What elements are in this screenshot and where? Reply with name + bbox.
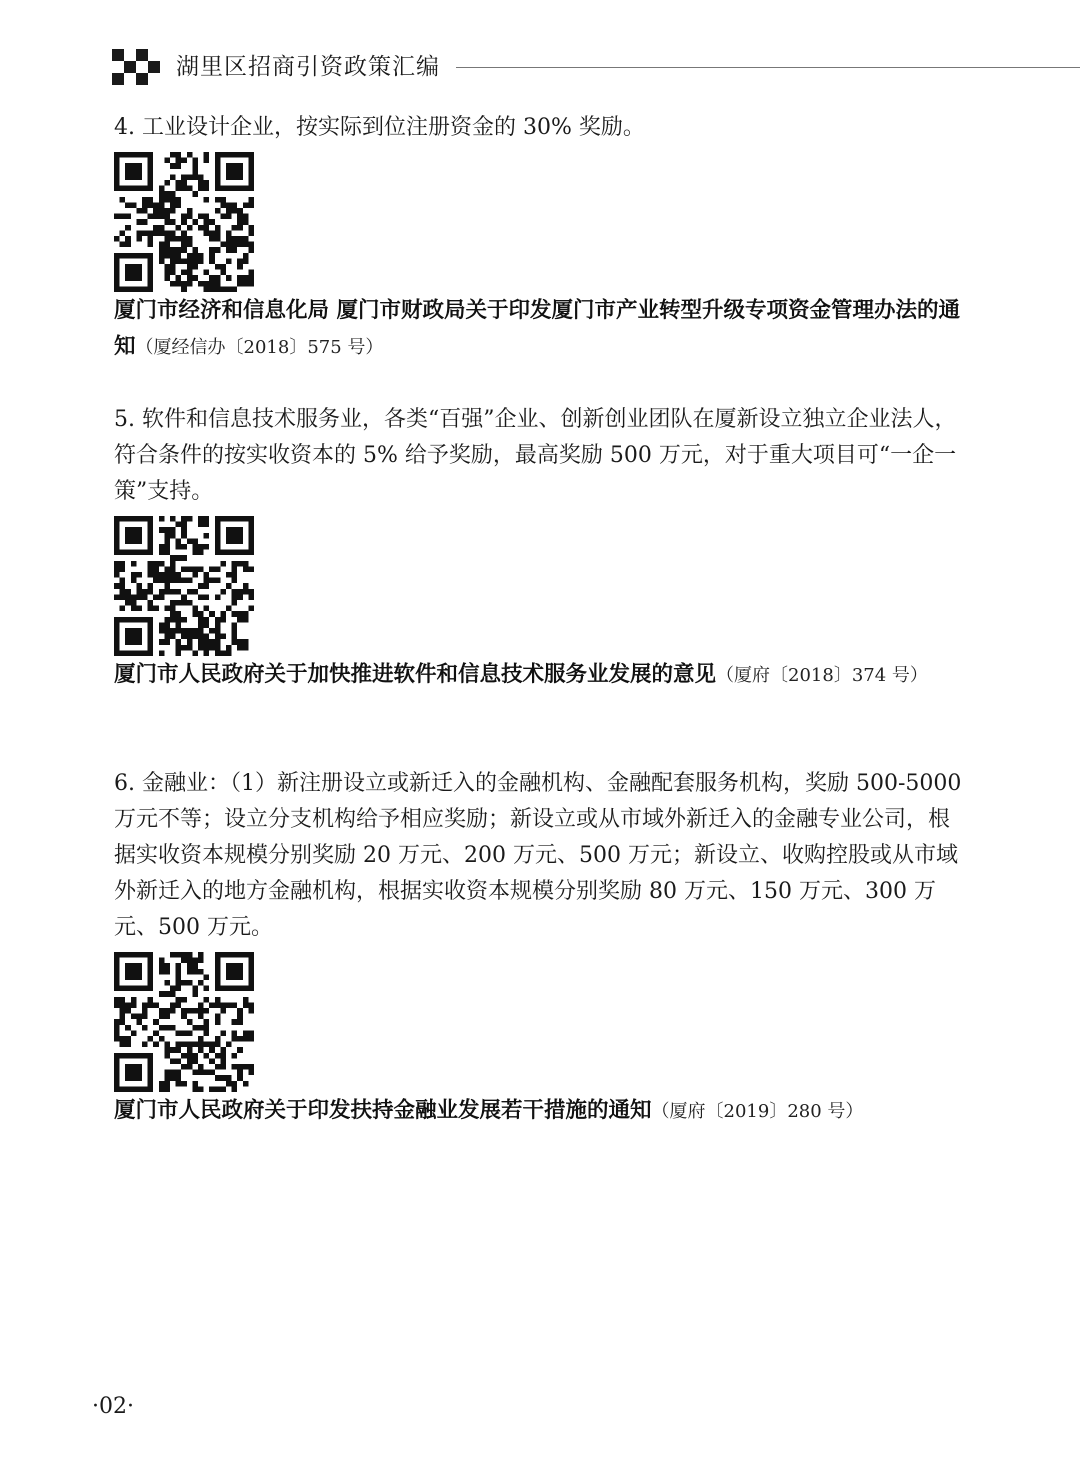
qr-code-icon[interactable] (114, 952, 254, 1092)
document-title: 湖里区招商引资政策汇编 (176, 54, 440, 80)
reference-document-number: （厦府〔2018〕374 号） (716, 665, 928, 686)
policy-reference-2[interactable]: 厦门市人民政府关于加快推进软件和信息技术服务业发展的意见（厦府〔2018〕374 号） (114, 662, 928, 687)
policy-item-6: 6. 金融业：（1）新注册设立或新迁入的金融机构、金融配套服务机构，奖励 500-5000 万元不等；设立分支机构给予相应奖励；新设立或从市域外新迁入的金融专业公司，根据实收资本规模分别奖励 20 万元、200 万元、500 万元；新设立、收购控股或从市域外新迁入的地方金融机构，根据实收资本规模分别奖励 80 万元、150 万元、300 万元、500 万元。 (114, 771, 962, 940)
header-divider (456, 67, 1080, 68)
checker-squares-logo (112, 49, 160, 85)
policy-item-5: 5. 软件和信息技术服务业，各类“百强”企业、创新创业团队在厦新设立独立企业法人，符合条件的按实收资本的 5% 给予奖励，最高奖励 500 万元，对于重大项目可“一企一策”支持。 (114, 407, 957, 504)
policy-reference-1[interactable]: 厦门市经济和信息化局 厦门市财政局关于印发厦门市产业转型升级专项资金管理办法的通知（厦经信办〔2018〕575 号） (114, 298, 960, 359)
reference-document-number: （厦经信办〔2018〕575 号） (135, 337, 384, 358)
qr-code-icon[interactable] (114, 152, 254, 292)
qr-code-icon[interactable] (114, 516, 254, 656)
policy-item-4: 4. 工业设计企业，按实际到位注册资金的 30% 奖励。 (114, 115, 645, 140)
page-number: ·02· (92, 1394, 134, 1419)
policy-reference-3[interactable]: 厦门市人民政府关于印发扶持金融业发展若干措施的通知（厦府〔2019〕280 号） (114, 1098, 864, 1123)
reference-document-number: （厦府〔2019〕280 号） (651, 1101, 864, 1122)
